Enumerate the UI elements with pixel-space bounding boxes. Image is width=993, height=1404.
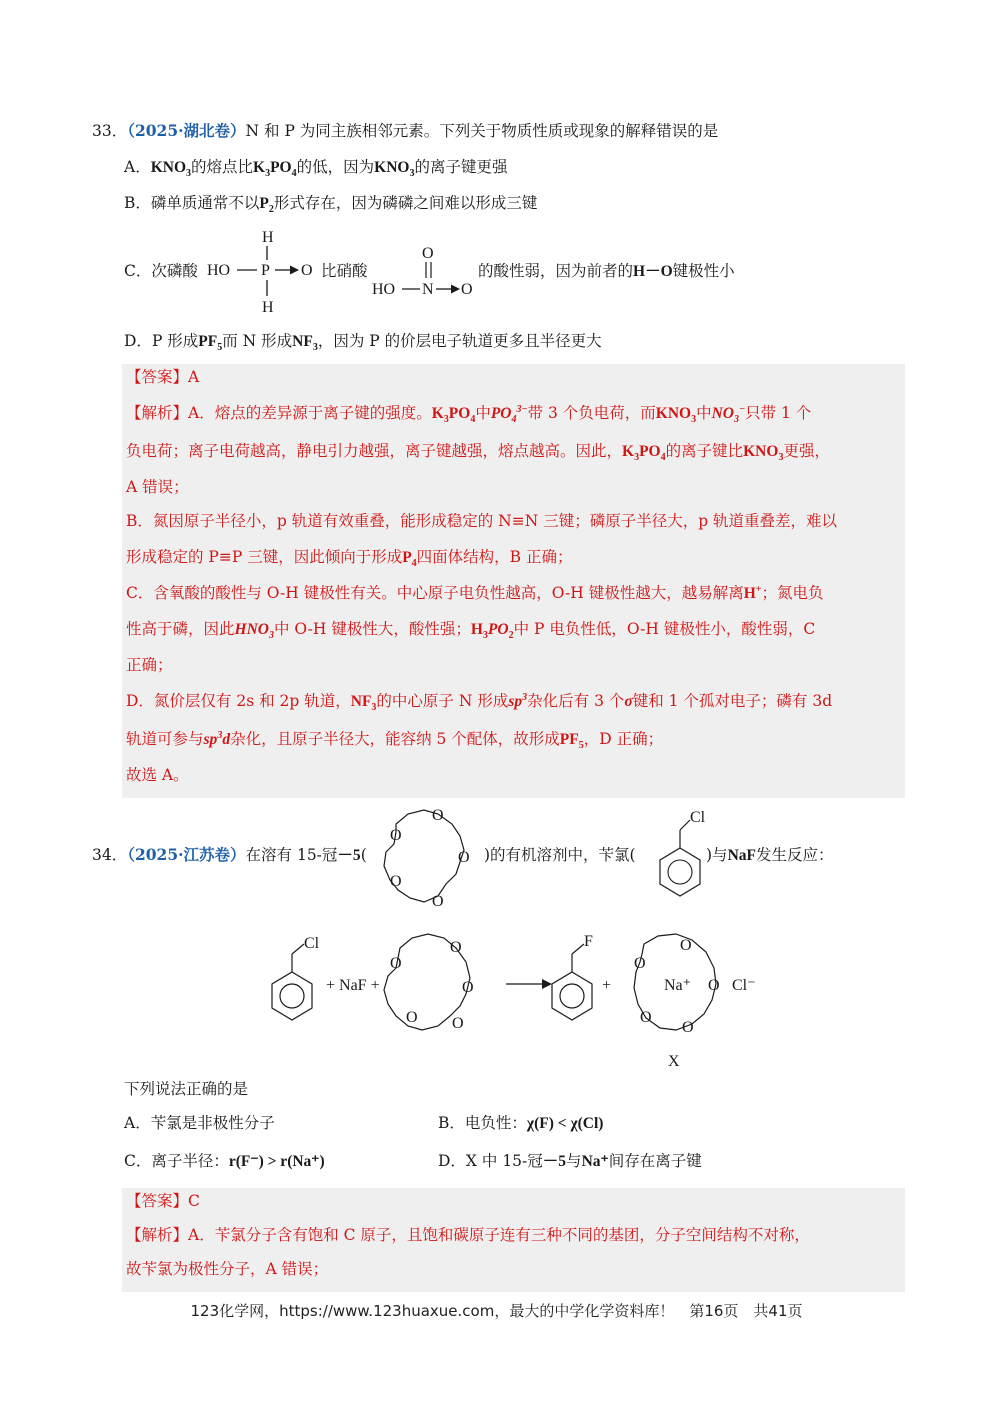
q33-stem: 33．（2025·湖北卷）N 和 P 为同主族相邻元素。下列关于物质性质或现象的解释错误的是 [92,121,719,140]
q34-stem-start: 34．（2025·江苏卷）在溶有 15-冠－5( [92,845,367,864]
q33-explanation-line-10: 轨道可参与$sp^3d$杂化，且原子半径大，能容纳 5 个配体，故形成$PF_5$，D 正确； [126,729,664,752]
q33-option-c-tail: 的酸性弱，因为前者的H－O键极性小 [478,262,735,280]
svg-text:O: O [422,245,434,262]
q33-explanation-line-4: B．氮因原子半径小，p 轨道有效重叠，能形成稳定的 N≡N 三键；磷原子半径大，p 轨道重叠差，难以 [126,512,838,530]
q33-option-a: A．$KNO_3$的熔点比$K_3PO_4$的低，因为$KNO_3$的离子键更强 [124,158,508,180]
svg-text:O: O [301,262,313,279]
hypophosphorous-acid-structure [205,226,323,318]
svg-text:HO: HO [372,281,396,298]
benzyl-chloride-structure [646,806,714,898]
svg-text:Cl: Cl [304,935,320,952]
q34-option-d: D．X 中 15-冠－5与Na⁺间存在离子键 [438,1152,702,1170]
svg-text:F: F [584,933,593,950]
q34-answer: 【答案】C [126,1192,200,1210]
q34-option-b: B．电负性：χ(F) < χ(Cl) [438,1114,604,1132]
q33-explanation-line-1: 【解析】A．熔点的差异源于离子键的强度。$K_3PO_4$中$PO_4^{3-}$带 3 个负电荷，而$KNO_3$中$NO_3^-$只带 1 个 [126,403,812,426]
svg-text:O: O [461,281,473,298]
svg-text:O: O [708,977,720,994]
svg-text:+: + [602,977,612,994]
q34-source: （2025·江苏卷） [127,845,246,864]
q33-explanation-line-9: D．氮价层仅有 2s 和 2p 轨道，$NF_3$的中心原子 N 形成$sp^3$杂化后有 3 个σ键和 1 个孤对电子；磷有 3d [126,691,833,714]
q33-explanation-line-7: 性高于磷，因此$HNO_3$中 O-H 键极性大，酸性强；$H_3PO_2$中 P 电负性低，O-H 键极性小，酸性弱，C [126,620,816,642]
svg-text:N: N [422,281,434,298]
crown-ether-15-5-structure [372,800,484,912]
svg-text:O: O [390,873,402,890]
q33-option-b: B．磷单质通常不以$P_2$形式存在，因为磷磷之间难以形成三键 [124,194,538,216]
svg-text:Cl: Cl [690,809,706,826]
svg-text:O: O [682,1019,694,1036]
svg-text:O: O [450,939,462,956]
svg-text:O: O [458,849,470,866]
svg-text:O: O [634,955,646,972]
q34-stem-mid: )的有机溶剂中，苄氯( [484,846,636,864]
svg-text:O: O [432,893,444,910]
q33-explanation-line-5: 形成稳定的 P≡P 三键，因此倾向于形成$P_4$四面体结构，B 正确； [126,548,573,570]
q34-option-a: A．苄氯是非极性分子 [124,1114,275,1132]
svg-text:Cl⁻: Cl⁻ [732,977,756,994]
q34-question: 下列说法正确的是 [124,1080,249,1098]
q33-option-d: D．P 形成$PF_5$而 N 形成$NF_3$，因为 P 的价层电子轨道更多且半径更大 [124,332,602,354]
q33-option-c-mid: 比硝酸 [321,262,368,280]
svg-text:Na⁺: Na⁺ [664,977,692,994]
q33-option-c-label: C．次磷酸 [124,262,198,280]
svg-text:O: O [640,1009,652,1026]
svg-text:O: O [390,827,402,844]
svg-text:O: O [390,955,402,972]
svg-text:O: O [680,937,692,954]
q33-answer: 【答案】A [126,368,200,386]
svg-text:X: X [668,1053,680,1070]
svg-text:O: O [432,807,444,824]
q33-source: （2025·湖北卷） [127,121,246,140]
svg-text:P: P [261,262,270,279]
page-footer: 123化学网，https://www.123huaxue.com，最大的中学化学资料库！ 第16页 共41页 [190,1302,803,1320]
svg-text:O: O [406,1009,418,1026]
q34-explanation-line-2: 故苄氯为极性分子，A 错误； [126,1260,329,1278]
nitric-acid-structure [370,242,478,302]
q33-explanation-line-11: 故选 A。 [126,766,189,784]
svg-text:O: O [462,979,474,996]
svg-text:H: H [262,229,274,246]
q34-explanation-line-1: 【解析】A．苄氯分子含有饱和 C 原子，且饱和碳原子连有三种不同的基团，分子空间结构不对称， [126,1226,810,1244]
svg-text:O: O [452,1015,464,1032]
svg-text:HO: HO [207,262,231,279]
q33-explanation-line-6: C．含氧酸的酸性与 O-H 键极性有关。中心原子电负性越高，O-H 键极性越大，越易解离H+；氮电负 [126,583,824,602]
svg-text:H: H [262,299,274,316]
q34-option-c: C．离子半径：r(F⁻) > r(Na⁺) [124,1152,325,1170]
q34-stem-end: )与NaF发生反应： [706,846,834,864]
q33-explanation-line-3: A 错误； [126,478,189,496]
reaction-scheme [262,918,762,1074]
q33-explanation-line-8: 正确； [126,656,173,674]
q33-explanation-line-2: 负电荷；离子电荷越高，静电引力越强，离子键越强，熔点越高。因此，$K_3PO_4$的离子键比$KNO_3$更强， [126,442,830,464]
svg-text:+ NaF +: + NaF + [326,977,380,994]
